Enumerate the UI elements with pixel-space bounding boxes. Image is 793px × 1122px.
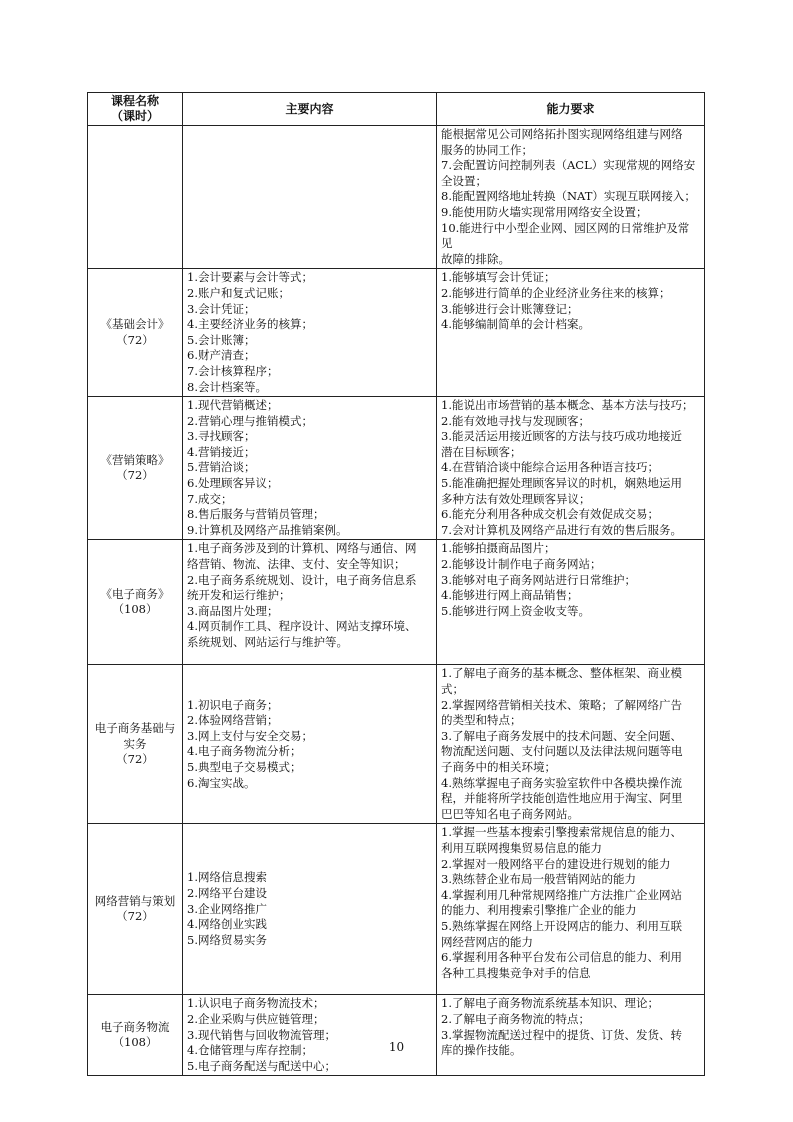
content-item: 4.营销接近； — [187, 444, 256, 459]
content-item: 3.会计凭证； — [187, 301, 256, 316]
table-row — [88, 665, 705, 824]
table-row — [88, 397, 705, 540]
content-item: 9.计算机及网络产品推销案例。 — [187, 522, 348, 537]
content-item: 络营销、物流、法律、支付、安全等知识； — [187, 557, 406, 572]
content-item: 1.会计要素与会计等式； — [187, 270, 313, 285]
ability-item: 5.能够进行网上资金收支等。 — [441, 603, 590, 618]
content-item: 8.会计档案等。 — [187, 379, 267, 394]
content-item: 4.电子商务物流分析； — [187, 744, 302, 759]
content-item: 6.处理顾客异议； — [187, 476, 279, 491]
header-ability-requirements — [437, 93, 705, 126]
content-item: 6.财产清查； — [187, 348, 256, 363]
course-name-cell — [88, 824, 183, 995]
content-item: 2.账户和复式记账； — [187, 285, 290, 300]
ability-item: 故障的排除。 — [441, 251, 510, 266]
ability-item: 3.能灵活运用接近顾客的方法与技巧成功地接近 — [441, 429, 682, 444]
content-item: 统开发和运行维护； — [187, 588, 291, 603]
ability-cell — [437, 540, 705, 665]
ability-cell — [437, 397, 705, 540]
ability-item: 巴巴等知名电子商务网站。 — [441, 806, 579, 821]
course-name: 《电子商务》 — [100, 586, 170, 601]
ability-item: 子商务中的相关环境； — [441, 760, 556, 774]
course-name: 《基础会计》 — [100, 317, 170, 332]
course-table-container — [87, 92, 704, 1076]
ability-item: 程，并能将所学技能创造性地应用于淘宝、阿里 — [441, 791, 683, 806]
header-ability-text: 能力要求 — [546, 101, 595, 116]
ability-item: 8.能配置网络地址转换（NAT）实现互联网接入； — [441, 189, 696, 204]
course-name-cell — [88, 995, 183, 1076]
ability-item: 2.能够设计制作电子商务网站； — [441, 557, 602, 572]
ability-item: 1.了解电子商务物流系统基本知识、理论； — [441, 996, 659, 1011]
content-item: 7.会计核算程序； — [187, 363, 279, 378]
ability-item: 7.会对计算机及网络产品进行有效的售后服务。 — [441, 522, 682, 537]
content-item: 2.营销心理与推销模式； — [187, 413, 313, 428]
course-hours: （72） — [116, 332, 154, 347]
course-table — [87, 92, 705, 1076]
ability-item: 潜在目标顾客； — [441, 444, 522, 459]
content-item: 3.网上支付与安全交易； — [187, 728, 313, 743]
course-name: 电子商务基础与实务 — [94, 721, 176, 751]
course-name-cell — [88, 540, 183, 665]
ability-item: 2.了解电子商务物流的特点； — [441, 1011, 590, 1026]
ability-cell — [437, 995, 705, 1076]
content-item: 1.现代营销概述； — [187, 398, 279, 413]
course-hours: （108） — [112, 602, 158, 617]
content-item: 2.电子商务系统规划、设计，电子商务信息系 — [187, 572, 417, 587]
ability-item: 服务的协同工作； — [441, 142, 533, 157]
ability-item: 5.能准确把握处理顾客异议的时机，娴熟地运用 — [441, 476, 682, 491]
content-item: 3.企业网络推广 — [187, 901, 267, 916]
ability-item: 4.掌握利用几种常规网络推广方法推广企业网站 — [441, 887, 682, 902]
course-name-cell — [88, 126, 183, 269]
main-content-cell — [183, 540, 437, 665]
ability-item: 式； — [441, 682, 464, 697]
ability-item: 1.能够填写会计凭证； — [441, 270, 556, 285]
content-item: 6.淘宝实战。 — [187, 775, 256, 790]
content-item: 2.体验网络营销； — [187, 713, 279, 728]
content-item: 7.成交； — [187, 491, 233, 506]
ability-item: 3.熟练替企业布局一般营销网站的能力 — [441, 872, 636, 887]
content-item: 4.主要经济业务的核算； — [187, 317, 313, 332]
main-content-cell — [183, 665, 437, 824]
ability-item: 7.会配置访问控制列表（ACL）实现常规的网络安 — [441, 158, 696, 173]
ability-item: 全设置； — [441, 173, 487, 188]
table-row — [88, 824, 705, 995]
ability-item: 2.掌握网络营销相关技术、策略；了解网络广告 — [441, 697, 682, 712]
ability-cell — [437, 269, 705, 397]
content-item: 8.售后服务与营销员管理； — [187, 507, 325, 522]
ability-item: 6.掌握利用各种平台发布公司信息的能力、利用 — [441, 950, 682, 965]
content-item: 2.企业采购与供应链管理； — [187, 1011, 325, 1026]
course-hours: （108） — [112, 1035, 158, 1050]
course-hours: （72） — [116, 468, 154, 483]
course-name: 《营销策略》 — [100, 452, 170, 467]
ability-item: 4.在营销洽谈中能综合运用各种语言技巧； — [441, 460, 659, 475]
ability-cell — [437, 824, 705, 995]
content-item: 系统规划、网站运行与维护等。 — [187, 635, 348, 649]
ability-item: 能根据常见公司网络拓扑图实现网络组建与网络 — [441, 127, 683, 141]
course-name-cell — [88, 665, 183, 824]
content-item: 1.认识电子商务物流技术； — [187, 996, 325, 1011]
content-item: 3.现代销售与回收物流管理； — [187, 1027, 336, 1042]
ability-item: 3.了解电子商务发展中的技术问题、安全问题、 — [441, 728, 682, 743]
main-content-cell — [183, 269, 437, 397]
content-item: 5.会计账簿； — [187, 332, 256, 347]
ability-item: 网经营网店的能力 — [441, 934, 533, 949]
content-item: 4.仓储管理与库存控制； — [187, 1043, 313, 1058]
table-row — [88, 540, 705, 665]
content-item: 1.网络信息搜索 — [187, 870, 267, 885]
ability-item: 2.能够进行简单的企业经济业务往来的核算； — [441, 285, 671, 300]
header-course-name-text: 课程名称 （课时） — [110, 94, 159, 123]
table-row — [88, 126, 705, 269]
ability-item: 4.能够进行网上商品销售； — [441, 588, 579, 603]
content-item: 5.典型电子交易模式； — [187, 760, 302, 774]
ability-item: 2.能有效地寻找与发现顾客； — [441, 413, 590, 428]
header-main-content — [183, 93, 437, 126]
ability-item: 3.能够进行会计账簿登记； — [441, 301, 579, 316]
ability-item: 1.能说出市场营销的基本概念、基本方法与技巧； — [441, 398, 694, 413]
course-hours: （72） — [116, 752, 154, 767]
content-item: 5.网络贸易实务 — [187, 932, 267, 947]
ability-item: 的能力、利用搜索引擎推广企业的能力 — [441, 903, 637, 918]
ability-item: 物流配送问题、支付问题以及法律法规问题等电 — [441, 744, 683, 759]
header-main-content-text: 主要内容 — [285, 101, 334, 116]
table-header-row — [88, 93, 705, 126]
content-item: 1.电子商务涉及到的计算机、网络与通信、网 — [187, 541, 417, 556]
ability-item: 3.掌握物流配送过程中的提货、订货、发货、转 — [441, 1027, 682, 1042]
ability-item: 库的操作技能。 — [441, 1043, 522, 1058]
ability-item: 4.熟练掌握电子商务实验室软件中各模块操作流 — [441, 775, 682, 790]
ability-item: 3.能够对电子商务网站进行日常维护； — [441, 572, 636, 587]
main-content-cell — [183, 824, 437, 995]
ability-cell — [437, 665, 705, 824]
ability-item: 利用互联网搜集贸易信息的能力 — [441, 840, 602, 855]
course-name: 电子商务物流 — [100, 1019, 170, 1034]
course-name-cell — [88, 397, 183, 540]
header-course-name — [88, 93, 183, 126]
course-name: 网络营销与策划 — [94, 893, 176, 908]
ability-cell — [437, 126, 705, 269]
course-hours: （72） — [116, 909, 154, 924]
ability-item: 的类型和特点； — [441, 713, 522, 728]
content-item: 4.网页制作工具、程序设计、网站支撑环境、 — [187, 619, 417, 634]
ability-item: 1.掌握一些基本搜索引擎搜索常规信息的能力、 — [441, 825, 682, 840]
content-item: 5.营销洽谈； — [187, 460, 256, 475]
ability-item: 1.了解电子商务的基本概念、整体框架、商业模 — [441, 666, 682, 681]
main-content-cell — [183, 995, 437, 1076]
ability-item: 9.能使用防火墙实现常用网络安全设置； — [441, 204, 648, 219]
table-body — [88, 126, 705, 1076]
content-item: 1.初识电子商务； — [187, 697, 279, 712]
ability-item: 6.能充分利用各种成交机会有效促成交易； — [441, 507, 659, 522]
main-content-cell — [183, 397, 437, 540]
ability-item: 5.熟练掌握在网络上开设网店的能力、利用互联 — [441, 918, 682, 933]
content-item: 3.寻找顾客； — [187, 429, 256, 444]
ability-item: 10.能进行中小型企业网、园区网的日常维护及常见 — [441, 220, 690, 251]
content-item: 5.电子商务配送与配送中心； — [187, 1058, 336, 1073]
course-name-cell — [88, 269, 183, 397]
ability-item: 多种方法有效处理顾客异议； — [441, 491, 591, 506]
content-item: 4.网络创业实践 — [187, 917, 267, 932]
page-number: 10 — [388, 1040, 405, 1054]
main-content-cell — [183, 126, 437, 269]
ability-item: 2.掌握对一般网络平台的建设进行规划的能力 — [441, 856, 671, 871]
content-item: 3.商品图片处理； — [187, 603, 279, 618]
ability-item: 1.能够拍摄商品图片； — [441, 541, 556, 556]
table-row — [88, 269, 705, 397]
ability-item: 4.能够编制简单的会计档案。 — [441, 317, 590, 332]
content-item: 2.网络平台建设 — [187, 885, 267, 900]
ability-item: 各种工具搜集竞争对手的信息 — [441, 965, 591, 980]
table-row — [88, 995, 705, 1076]
